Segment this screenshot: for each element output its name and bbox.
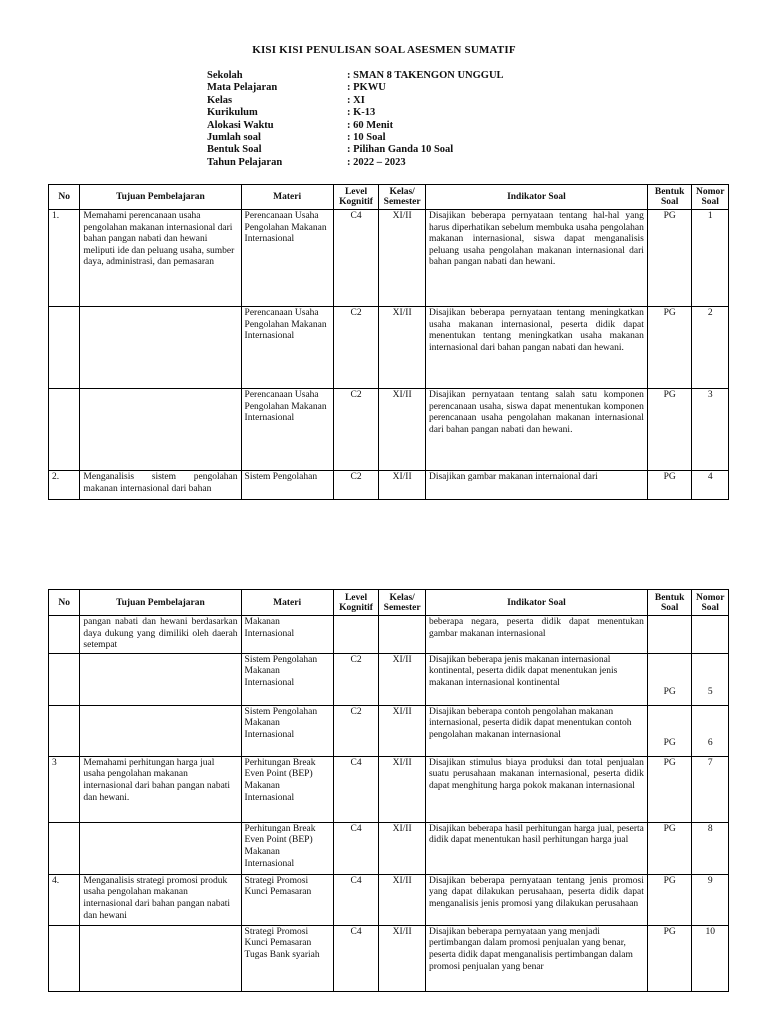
header-no: No xyxy=(49,590,80,616)
cell-indikator: Disajikan gambar makanan internaional dari xyxy=(425,471,647,500)
cell-bentuk xyxy=(647,616,692,654)
cell-nomor: 7 xyxy=(692,756,729,822)
header-tujuan: Tujuan Pembelajaran xyxy=(80,185,241,210)
cell-level: C2 xyxy=(333,307,379,389)
cell-materi: Strategi Promosi Kunci Pemasaran Tugas Bank syariah xyxy=(241,925,333,991)
header-level-line1: Level xyxy=(344,187,368,197)
cell-tujuan: Memahami perhitungan harga jual usaha pengolahan makanan internasional dari bahan pangan nabati dan hewani. xyxy=(80,756,241,822)
header-indikator: Indikator Soal xyxy=(425,185,647,210)
cell-nomor xyxy=(692,616,729,654)
cell-materi: Perencanaan Usaha Pengolahan Makanan Internasional xyxy=(241,307,333,389)
info-value: : SMAN 8 TAKENGON UNGGUL xyxy=(347,70,504,81)
table-row xyxy=(49,307,729,389)
header-nomor xyxy=(692,590,729,616)
cell-nomor: 9 xyxy=(692,874,729,925)
table-row xyxy=(49,389,729,471)
info-label: Kurikulum xyxy=(207,107,258,119)
cell-tujuan xyxy=(80,307,241,389)
cell-tujuan xyxy=(80,925,241,991)
header-nomor-line2: Soal xyxy=(701,197,719,207)
cell-indikator: Disajikan beberapa pernyataan tentang jenis promosi yang dapat dilakukan perusahaan, peserta didik dapat menganalisis jenis promosi yang dilakukan perusahaan xyxy=(425,874,647,925)
cell-indikator: Disajikan pernyataan tentang salah satu komponen perencanaan usaha, siswa dapat menentukan komponen perencanaan usaha pengolahan makanan internasional dari bahan pangan nabati dan hewani. xyxy=(425,389,647,471)
cell-kelas: XI/II xyxy=(379,471,426,500)
cell-level xyxy=(333,616,379,654)
cell-bentuk: PG xyxy=(647,705,692,756)
info-value: : K-13 xyxy=(347,107,376,119)
cell-level: C4 xyxy=(333,210,379,307)
table-header-row xyxy=(49,185,729,210)
cell-materi: Strategi Promosi Kunci Pemasaran xyxy=(241,874,333,925)
info-row-kurikulum xyxy=(207,107,504,119)
info-value: : 10 Soal xyxy=(347,132,386,144)
document-title: KISI KISI PENULISAN SOAL ASESMEN SUMATIF xyxy=(252,44,516,56)
info-row-mapel xyxy=(207,82,504,94)
cell-nomor: 6 xyxy=(692,705,729,756)
info-row-jumlah xyxy=(207,132,504,144)
cell-bentuk: PG xyxy=(647,822,692,874)
cell-materi: Sistem Pengolahan Makanan Internasional xyxy=(241,705,333,756)
cell-nomor: 2 xyxy=(692,307,729,389)
cell-indikator: Disajikan stimulus biaya produksi dan total penjualan suatu perusahaan makanan internasional, peserta didik dapat menghitung harga pokok makanan internasional xyxy=(425,756,647,822)
header-bentuk-line2: Soal xyxy=(660,197,679,207)
cell-nomor: 4 xyxy=(692,471,729,500)
header-kelas-line2: Semester xyxy=(383,602,421,613)
cell-no: 1. xyxy=(49,210,80,307)
header-materi: Materi xyxy=(241,185,333,210)
cell-nomor: 10 xyxy=(692,925,729,991)
header-kelas xyxy=(379,590,426,616)
info-block xyxy=(207,70,504,169)
header-bentuk xyxy=(647,185,692,210)
cell-kelas: XI/II xyxy=(379,756,426,822)
cell-indikator: Disajikan beberapa jenis makanan internasional kontinental, peserta didik dapat menentukan jenis makanan internasional kontinental xyxy=(425,653,647,705)
header-kelas-line1: Kelas/ xyxy=(389,187,415,197)
cell-tujuan: Menganalisis strategi promosi produk usaha pengolahan makanan internasional dari bahan pangan nabati dan hewani xyxy=(80,874,241,925)
table-row xyxy=(49,874,729,925)
header-level-line2: Kognitif xyxy=(339,197,373,207)
cell-indikator: Disajikan beberapa pernyataan tentang meningkatkan usaha makanan internasional, peserta didik dapat menentukan tentang meningkatkan usaha makanan internasional dari bahan pangan nabati dan hewani. xyxy=(425,307,647,389)
cell-kelas: XI/II xyxy=(379,874,426,925)
cell-materi: Perhitungan Break Even Point (BEP) Makanan Internasional xyxy=(241,822,333,874)
cell-kelas: XI/II xyxy=(379,210,426,307)
cell-tujuan: Memahami perencanaan usaha pengolahan makanan internasional dari bahan pangan nabati dan hewani meliputi ide dan peluang usaha, sumber daya, administrasi, dan pemasaran xyxy=(80,210,241,307)
header-level xyxy=(333,590,379,616)
table-header-row xyxy=(49,590,729,616)
table-row xyxy=(49,471,729,500)
cell-no xyxy=(49,616,80,654)
info-label: Mata Pelajaran xyxy=(207,82,278,94)
info-row-alokasi xyxy=(207,120,504,132)
info-label: Jumlah soal xyxy=(207,132,261,144)
header-level-line1: Level xyxy=(344,592,368,603)
cell-indikator: Disajikan beberapa hasil perhitungan harga jual, peserta didik dapat menentukan hasil perhitungan harga jual xyxy=(425,822,647,874)
header-kelas-line1: Kelas/ xyxy=(389,592,415,603)
cell-level: C4 xyxy=(333,925,379,991)
cell-tujuan xyxy=(80,822,241,874)
header-level-line2: Kognitif xyxy=(339,602,373,613)
info-label: Bentuk Soal xyxy=(207,144,262,156)
cell-no xyxy=(49,389,80,471)
table-row xyxy=(49,210,729,307)
cell-tujuan: pangan nabati dan hewani berdasarkan daya dukung yang dimiliki oleh daerah setempat xyxy=(80,616,241,654)
cell-bentuk: PG xyxy=(647,471,692,500)
cell-kelas: XI/II xyxy=(379,307,426,389)
cell-no xyxy=(49,705,80,756)
header-nomor-line2: Soal xyxy=(701,602,719,613)
header-bentuk-line1: Bentuk xyxy=(654,187,685,197)
cell-level: C4 xyxy=(333,756,379,822)
info-value: : XI xyxy=(347,94,365,106)
cell-indikator: Disajikan beberapa pernyataan tentang hal-hal yang harus diperhatikan sebelum membuka usaha pengolahan makanan internasional, siswa dapat menganalisis peluang usaha pengolahan makanan internasional dari bahan pangan nabati dan hewani. xyxy=(425,210,647,307)
cell-bentuk: PG xyxy=(647,925,692,991)
cell-no: 2. xyxy=(49,471,80,500)
kisi-table-page1 xyxy=(48,184,729,500)
cell-bentuk: PG xyxy=(647,653,692,705)
header-kelas xyxy=(379,185,426,210)
info-label: Kelas xyxy=(207,94,233,106)
info-label: Alokasi Waktu xyxy=(207,119,274,131)
table-row xyxy=(49,616,729,654)
cell-tujuan: Menganalisis sistem pengolahan makanan internasional dari bahan xyxy=(80,471,241,500)
header-level xyxy=(333,185,379,210)
header-tujuan: Tujuan Pembelajaran xyxy=(80,590,241,616)
cell-level: C2 xyxy=(333,471,379,500)
cell-nomor: 3 xyxy=(692,389,729,471)
cell-tujuan xyxy=(80,653,241,705)
cell-indikator: Disajikan beberapa pernyataan yang menjadi pertimbangan dalam promosi penjualan yang benar, peserta didik dapat menganalisis pertimbangan dalam promosi penjualan yang benar xyxy=(425,925,647,991)
cell-no: 4. xyxy=(49,874,80,925)
cell-nomor: 5 xyxy=(692,653,729,705)
cell-kelas: XI/II xyxy=(379,822,426,874)
cell-materi: Perencanaan Usaha Pengolahan Makanan Internasional xyxy=(241,389,333,471)
cell-indikator: beberapa negara, peserta didik dapat menentukan gambar makanan internasional xyxy=(425,616,647,654)
cell-bentuk: PG xyxy=(647,210,692,307)
cell-bentuk: PG xyxy=(647,756,692,822)
kisi-table-page2 xyxy=(48,589,729,992)
cell-kelas: XI/II xyxy=(379,705,426,756)
cell-level: C2 xyxy=(333,389,379,471)
table-row xyxy=(49,705,729,756)
cell-no: 3 xyxy=(49,756,80,822)
info-row-tahun xyxy=(207,157,504,169)
info-label: Sekolah xyxy=(207,70,243,81)
header-indikator: Indikator Soal xyxy=(425,590,647,616)
info-value: : PKWU xyxy=(347,82,386,94)
info-row-bentuk xyxy=(207,144,504,156)
header-materi: Materi xyxy=(241,590,333,616)
info-label: Tahun Pelajaran xyxy=(207,156,283,168)
info-row-kelas xyxy=(207,95,504,107)
cell-no xyxy=(49,307,80,389)
cell-no xyxy=(49,925,80,991)
cell-kelas: XI/II xyxy=(379,925,426,991)
cell-kelas: XI/II xyxy=(379,653,426,705)
info-value: : 60 Menit xyxy=(347,119,394,131)
cell-materi: Perencanaan Usaha Pengolahan Makanan Internasional xyxy=(241,210,333,307)
table-row xyxy=(49,925,729,991)
table-row xyxy=(49,822,729,874)
cell-materi: Makanan Internasional xyxy=(241,616,333,654)
info-row-sekolah xyxy=(207,70,504,82)
cell-nomor: 1 xyxy=(692,210,729,307)
header-nomor-line1: Nomor xyxy=(695,592,725,603)
cell-nomor: 8 xyxy=(692,822,729,874)
cell-materi: Sistem Pengolahan Makanan Internasional xyxy=(241,653,333,705)
cell-materi: Perhitungan Break Even Point (BEP) Makanan Internasional xyxy=(241,756,333,822)
header-kelas-line2: Semester xyxy=(383,197,421,207)
header-nomor xyxy=(692,185,729,210)
cell-bentuk: PG xyxy=(647,874,692,925)
cell-bentuk: PG xyxy=(647,307,692,389)
cell-indikator: Disajikan beberapa contoh pengolahan makanan internasional, peserta didik dapat menentukan contoh pengolahan makanan internasional xyxy=(425,705,647,756)
info-value: : Pilihan Ganda 10 Soal xyxy=(347,144,454,156)
header-bentuk-line2: Soal xyxy=(660,602,679,613)
cell-no xyxy=(49,822,80,874)
table-row xyxy=(49,653,729,705)
cell-level: C4 xyxy=(333,874,379,925)
cell-level: C4 xyxy=(333,822,379,874)
cell-level: C2 xyxy=(333,705,379,756)
header-no: No xyxy=(49,185,80,210)
header-bentuk xyxy=(647,590,692,616)
info-value: : 2022 – 2023 xyxy=(347,156,406,168)
header-bentuk-line1: Bentuk xyxy=(654,592,685,603)
cell-tujuan xyxy=(80,705,241,756)
header-nomor-line1: Nomor xyxy=(695,187,725,197)
table-row xyxy=(49,756,729,822)
cell-level: C2 xyxy=(333,653,379,705)
cell-no xyxy=(49,653,80,705)
cell-bentuk: PG xyxy=(647,389,692,471)
cell-kelas xyxy=(379,616,426,654)
cell-tujuan xyxy=(80,389,241,471)
cell-kelas: XI/II xyxy=(379,389,426,471)
cell-materi: Sistem Pengolahan xyxy=(241,471,333,500)
